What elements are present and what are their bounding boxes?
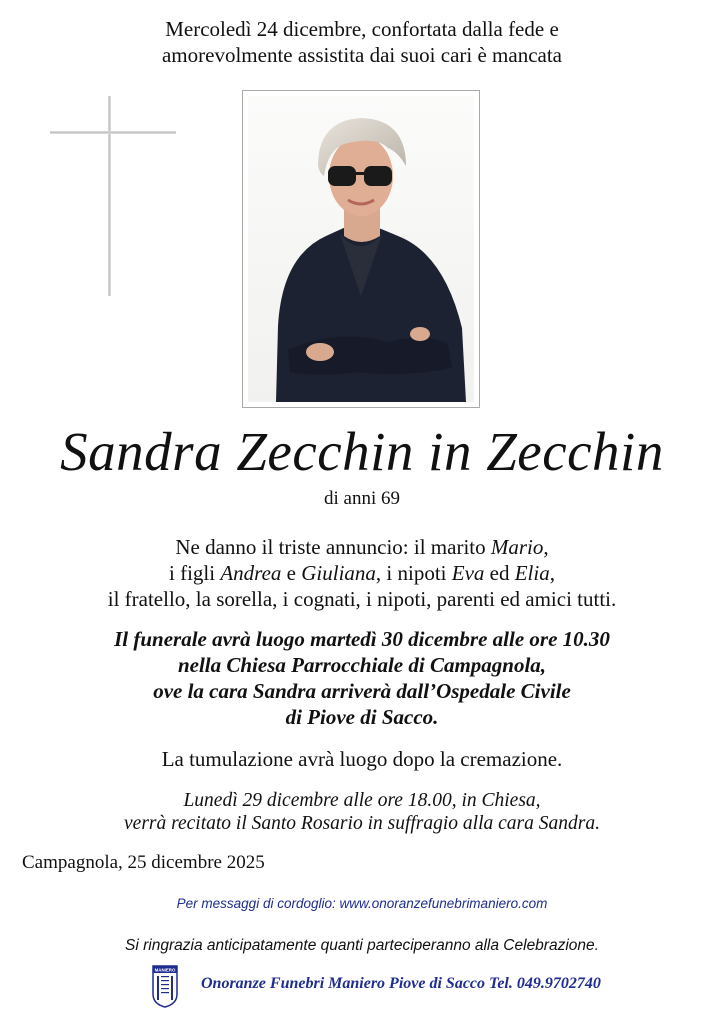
condolence-messages-link[interactable]: Per messaggi di cordoglio: www.onoranzefunebrimaniero.com xyxy=(176,896,548,911)
intro-line-2: amorevolmente assistita dai suoi cari è mancata xyxy=(161,43,562,67)
announcement-line-2 xyxy=(0,560,724,586)
announcement-text: e xyxy=(281,561,302,585)
cross-icon xyxy=(50,96,176,296)
intro-line-1: Mercoledì 24 dicembre, confortata dalla fede e xyxy=(165,17,559,41)
announcement-text: Ne danno il triste annuncio: il marito xyxy=(175,535,491,559)
grandchild-name: Eva xyxy=(451,561,485,585)
family-announcement xyxy=(0,534,724,612)
grandchild-name: Elia xyxy=(514,561,550,585)
funeral-line-1: Il funerale avrà luogo martedì 30 dicembre alle ore 10.30 xyxy=(114,627,610,651)
funeral-line-3: ove la cara Sandra arriverà dall’Ospedale Civile xyxy=(153,679,571,703)
announcement-text: , xyxy=(549,561,555,585)
rosary-note xyxy=(0,789,724,835)
announcement-text: , xyxy=(543,535,549,559)
funeral-line-4: di Piove di Sacco. xyxy=(285,705,439,729)
maniero-logo-icon xyxy=(151,964,179,1008)
announcement-line-3: il fratello, la sorella, i cognati, i nipoti, parenti ed amici tutti. xyxy=(107,587,617,611)
thanks-note: Si ringrazia anticipatamente quanti parteciperanno alla Celebrazione. xyxy=(125,937,599,954)
rosary-line-1: Lunedì 29 dicembre alle ore 18.00, in Chiesa, xyxy=(183,790,541,811)
announcement-text: i figli xyxy=(169,561,221,585)
intro-text xyxy=(0,16,724,68)
announcement-text: , i nipoti xyxy=(375,561,452,585)
agency-footer: Onoranze Funebri Maniero Piove di Sacco Tel. 049.9702740 xyxy=(201,975,601,992)
deceased-name: Sandra Zecchin in Zecchin xyxy=(60,421,664,482)
child-name: Andrea xyxy=(220,561,282,585)
funeral-line-2: nella Chiesa Parrocchiale di Campagnola, xyxy=(177,653,547,677)
portrait-frame xyxy=(242,90,480,408)
deceased-age: di anni 69 xyxy=(324,488,400,509)
announcement-line-1 xyxy=(0,534,724,560)
place-date: Campagnola, 25 dicembre 2025 xyxy=(22,852,265,873)
portrait-photo xyxy=(248,96,474,402)
logo-text: MANIERO xyxy=(154,967,176,973)
announcement-text: ed xyxy=(484,561,515,585)
funeral-details xyxy=(0,626,724,730)
burial-note: La tumulazione avrà luogo dopo la cremazione. xyxy=(161,747,563,771)
rosary-line-2: verrà recitato il Santo Rosario in suffragio alla cara Sandra. xyxy=(124,813,600,834)
husband-name: Mario xyxy=(490,535,544,559)
child-name: Giuliana xyxy=(301,561,376,585)
